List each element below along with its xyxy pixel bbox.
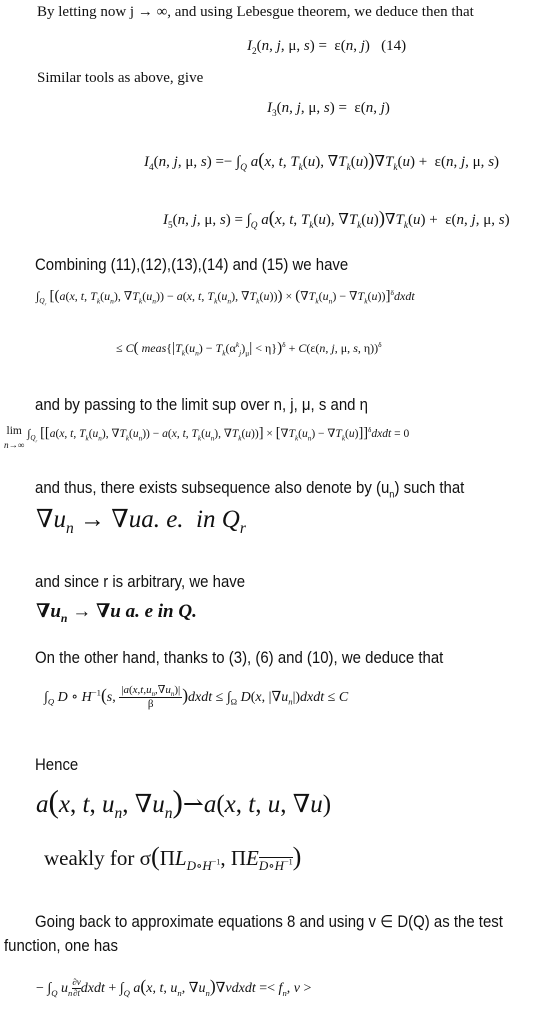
equation-i5: $I_5(n$, j, μ, $s) = \int_Q$ a(x, t, $T_k(u)$, $\nabla T_k(u))\nabla T_k(u) + \varepsilon(n$, j, μ, s) [163, 208, 510, 231]
paragraph-7: On the other hand, thanks to (3), (6) and (10), we deduce that [35, 648, 444, 667]
equation-limit: lim n→∞ $\int_{Q_r}$ [[a(x, t, $T_k(u_n)$, $\nabla T_k(u_n)) - a(x$, t, $T_k(u_n)$, $\nabla T_k(u))] \times [\nabla T_k(u_n)$ − $\nabla T_k(u)]]^\delta dxdt = 0$ [4, 425, 410, 450]
equation-i4: $I_4(n$, j, μ, $s) =- \int_Q$ a(x, t, $T_k(u)$, $\nabla T_k(u))\nabla T_k(u) + \varepsilon(n$, j, μ, s) [144, 150, 500, 173]
equation-weak-form: − $\int_Q$ $u_n$ $\frac{\partial v}{\partial t}$ dxdt + $\int_Q$ a(x, t, $u_n$, $\nabla u_n)\nabla vdxdt =< f_n$, v > [36, 976, 312, 999]
paragraph-3: Combining (11),(12),(13),(14) and (15) we have [35, 255, 349, 274]
paragraph-4: and by passing to the limit sup over n, j, μ, s and η [35, 395, 368, 414]
paragraph-9-line-1: Going back to approximate equations 8 and using v ∈ D(Q) as the test [35, 912, 503, 931]
equation-weak-topology: weakly for $\sigma(\Pi L_{D\circ H^{-1}}$, $\Pi E_{D\circ H^{-1}}$) [44, 842, 302, 874]
equation-ae-qr: $\nabla u_n \to \nabla ua$. e. in $Q_r$ [36, 506, 246, 537]
paragraph-5: and thus, there exists subsequence also denote by $(u_n)$ such that [35, 478, 465, 501]
equation-bound: ≤ C( $meas\{|T_k(u_n) - T_k(\alpha^k_j)_\mu| < \eta\})^\delta + C(\varepsilon(n$, j, μ, s, η))$^\delta$ [116, 340, 382, 358]
paragraph-6: and since r is arbitrary, we have [35, 572, 246, 591]
paragraph-9-line-2: function, one has [4, 936, 118, 955]
equation-bounded: $\int_Q$ D ∘ $H^{-1}(s$, $\frac{|a(x,t,u_n,\nabla u_n)|}{\beta}$ )dxdt ≤ $\int_\Omega$ D(x, $|\nabla u_n|)dxdt \le C$ [44, 684, 349, 711]
paragraph-1: By letting now j → ∞, and using Lebesgue theorem, we deduce then that [37, 4, 474, 20]
equation-combined: $\int_{Q_r}$ [(a(x, t, $T_k(u_n)$, $\nabla T_k(u_n)) - a(x$, t, $T_k(u_n)$, $\nabla T_k(u))) \times (\nabla T_k(u_n)$ − $\nabla T_k(u))]^\delta dxdt$ [36, 288, 415, 307]
equation-ae-q: $\nabla u_n \to \nabla u$ a. e in Q. [36, 601, 197, 625]
equation-14: $I_2(n$, j, μ, s) = ε(n, j) (14) [247, 38, 407, 57]
equation-weak-limit: a(x, t, $u_n$, $\nabla u_n)⇀a(x$, t, u, ∇u) [36, 784, 332, 822]
paragraph-8: Hence [35, 755, 79, 774]
equation-i3: $I_3(n$, j, μ, s) = ε(n, j) [267, 100, 390, 119]
paragraph-2: Similar tools as above, give [37, 70, 204, 86]
